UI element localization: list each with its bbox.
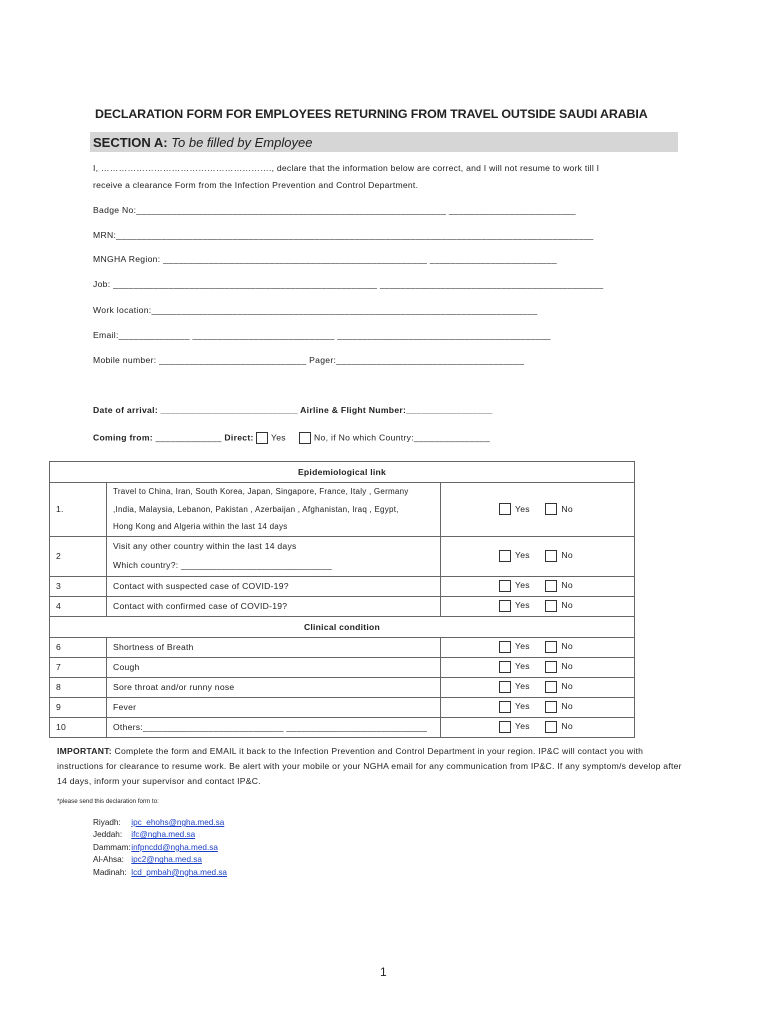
direct-yes-label: Yes	[270, 432, 286, 443]
table-row	[50, 677, 635, 697]
section-heading	[93, 135, 312, 150]
send-note: *please send this declaration form to:	[57, 798, 159, 805]
table-row	[50, 717, 635, 737]
no-label: No	[561, 550, 573, 561]
row-answer	[441, 637, 635, 657]
arrival-flight-field[interactable]: Date of arrival: ___________________________ Airline & Flight Number:_________________	[93, 405, 493, 415]
yes-label: Yes	[515, 701, 530, 712]
table-row	[50, 576, 635, 596]
no-checkbox[interactable]	[545, 721, 557, 733]
row-question: Contact with suspected case of COVID-19?	[107, 576, 441, 596]
list-item	[93, 829, 227, 841]
row-answer	[441, 536, 635, 576]
row-answer	[441, 483, 635, 537]
yes-checkbox[interactable]	[499, 721, 511, 733]
email-link[interactable]: ipc2@ngha.med.sa	[131, 855, 202, 865]
yes-checkbox[interactable]	[499, 503, 511, 515]
row-answer	[441, 677, 635, 697]
list-item	[93, 842, 227, 854]
direct-no-checkbox[interactable]	[299, 432, 311, 444]
region-field[interactable]: MNGHA Region: ____________________________________________________ _________________________	[93, 254, 557, 264]
row-question	[107, 536, 441, 576]
city-label: Jeddah:	[93, 830, 123, 840]
important-label: IMPORTANT:	[57, 746, 112, 756]
table-row	[50, 536, 635, 576]
coming-from-label: Coming from:	[93, 432, 153, 443]
row-answer	[441, 576, 635, 596]
yes-label: Yes	[515, 641, 530, 652]
table-row	[50, 596, 635, 616]
row1-line-2: ,India, Malaysia, Lebanon, Pakistan , Azerbaijan , Afghanistan, Iraq , Egypt,	[113, 504, 399, 514]
no-label: No	[561, 503, 573, 514]
email-field[interactable]: Email:______________ ____________________________ __________________________________________	[93, 330, 551, 340]
row-answer	[441, 717, 635, 737]
yes-label: Yes	[515, 661, 530, 672]
row-question[interactable]: Others:____________________________ ____________________________	[107, 717, 441, 737]
email-link[interactable]: lcd_pmbah@ngha.med.sa	[131, 867, 227, 877]
row-number: 2	[50, 536, 107, 576]
list-item	[93, 854, 227, 866]
table-row	[50, 657, 635, 677]
declaration-line-1: I, …………………………………………………., declare that the information below are correct, and I will not resume to work till I	[93, 163, 600, 173]
epi-header-row	[50, 462, 635, 483]
contact-list	[93, 817, 227, 879]
row-answer	[441, 697, 635, 717]
table-row	[50, 697, 635, 717]
no-label: No	[561, 701, 573, 712]
important-text: Complete the form and EMAIL it back to the Infection Prevention and Control Department in your region. IP&C will contact you with instructions for clearance to resume work. Be alert with your mobile or your NGHA email for any communication from IP&C. If any symptom/s develop after 14 days, inform your supervisor and contact IP&C.	[57, 746, 682, 786]
clinical-header-row	[50, 616, 635, 637]
row-question: Sore throat and/or runny nose	[107, 677, 441, 697]
declaration-line-2: receive a clearance Form from the Infection Prevention and Control Department.	[93, 180, 419, 190]
row-number: 8	[50, 677, 107, 697]
no-label: No	[561, 600, 573, 611]
yes-label: Yes	[515, 550, 530, 561]
row-number: 6	[50, 637, 107, 657]
badge-field[interactable]: Badge No:_____________________________________________________________ _________________________	[93, 205, 576, 215]
no-checkbox[interactable]	[545, 641, 557, 653]
section-subtitle: To be filled by Employee	[171, 135, 313, 150]
no-checkbox[interactable]	[545, 701, 557, 713]
city-label: Riyadh:	[93, 818, 121, 827]
row-answer	[441, 657, 635, 677]
no-label: No	[561, 681, 573, 692]
row2-line-1: Visit any other country within the last 14 days	[113, 541, 297, 551]
row-question: Shortness of Breath	[107, 637, 441, 657]
row-question: Fever	[107, 697, 441, 717]
screening-table	[49, 461, 635, 738]
email-link[interactable]: ifc@ngha.med.sa	[131, 830, 196, 840]
row-number: 10	[50, 717, 107, 737]
list-item	[93, 817, 227, 829]
row-number: 7	[50, 657, 107, 677]
no-checkbox[interactable]	[545, 600, 557, 612]
row2-line-2[interactable]: Which country?: ______________________________	[113, 560, 332, 570]
email-link[interactable]: infpncdd@ngha.med.sa	[131, 842, 218, 852]
no-label: No	[561, 721, 573, 732]
row-question: Contact with confirmed case of COVID-19?	[107, 596, 441, 616]
coming-from-row	[93, 432, 490, 444]
city-label: Madinah:	[93, 867, 127, 877]
section-label: SECTION A:	[93, 135, 168, 150]
yes-checkbox[interactable]	[499, 681, 511, 693]
yes-checkbox[interactable]	[499, 661, 511, 673]
epi-header: Epidemiological link	[50, 462, 635, 483]
no-label: No	[561, 641, 573, 652]
work-location-field[interactable]: Work location:____________________________________________________________________________	[93, 305, 538, 315]
yes-label: Yes	[515, 580, 530, 591]
mrn-field[interactable]: MRN:______________________________________________________________________________________________	[93, 230, 594, 240]
yes-label: Yes	[515, 721, 530, 732]
row-question: Cough	[107, 657, 441, 677]
yes-label: Yes	[515, 503, 530, 514]
mobile-pager-field[interactable]: Mobile number: _____________________________ Pager:_____________________________________	[93, 355, 525, 365]
clinical-header: Clinical condition	[50, 616, 635, 637]
city-label: Dammam:	[93, 842, 131, 852]
row1-line-3: Hong Kong and Algeria within the last 14 days	[113, 522, 288, 531]
table-row	[50, 483, 635, 537]
row-number: 3	[50, 576, 107, 596]
yes-checkbox[interactable]	[499, 550, 511, 562]
no-label: No	[561, 661, 573, 672]
row-number: 4	[50, 596, 107, 616]
yes-checkbox[interactable]	[499, 641, 511, 653]
no-checkbox[interactable]	[545, 503, 557, 515]
city-label: Al-Ahsa:	[93, 855, 124, 865]
list-item	[93, 867, 227, 879]
important-notice	[57, 744, 687, 789]
job-field[interactable]: Job: ____________________________________________________ ____________________________________________	[93, 279, 604, 289]
row-number: 1.	[50, 483, 107, 537]
email-link[interactable]: ipc_ehohs@ngha.med.sa	[131, 818, 225, 827]
no-checkbox[interactable]	[545, 661, 557, 673]
direct-no-label[interactable]: No, if No which Country:_______________	[314, 432, 491, 443]
yes-checkbox[interactable]	[499, 701, 511, 713]
yes-checkbox[interactable]	[499, 580, 511, 592]
no-checkbox[interactable]	[545, 580, 557, 592]
yes-label: Yes	[515, 681, 530, 692]
row-answer	[441, 596, 635, 616]
table-row	[50, 637, 635, 657]
no-checkbox[interactable]	[545, 550, 557, 562]
yes-checkbox[interactable]	[499, 600, 511, 612]
yes-label: Yes	[515, 600, 530, 611]
form-title: DECLARATION FORM FOR EMPLOYEES RETURNING FROM TRAVEL OUTSIDE SAUDI ARABIA	[95, 107, 648, 121]
direct-label: Direct:	[224, 432, 254, 443]
row1-line-1: Travel to China, Iran, South Korea, Japan, Singapore, France, Italy , Germany	[113, 487, 409, 496]
coming-from-blank[interactable]: _____________	[155, 432, 222, 443]
row-number: 9	[50, 697, 107, 717]
page-number: 1	[380, 965, 387, 979]
no-checkbox[interactable]	[545, 681, 557, 693]
direct-yes-checkbox[interactable]	[256, 432, 268, 444]
row-question	[107, 483, 441, 537]
no-label: No	[561, 580, 573, 591]
